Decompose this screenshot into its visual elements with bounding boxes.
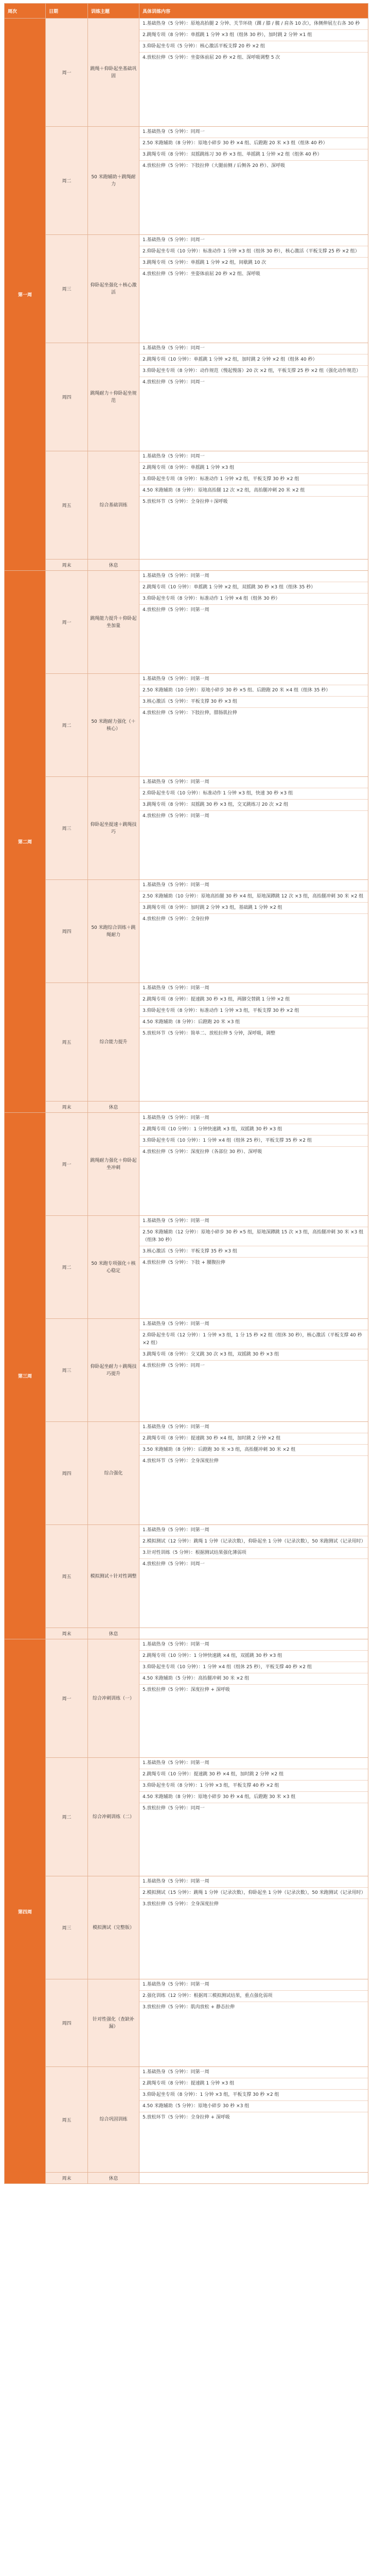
table-row [5,571,368,674]
training-content [139,1216,368,1319]
content-item: 3.仰卧起坐专项（5 分钟）：核心激活平板支撑 20 秒 ×2 组 [139,41,368,53]
day-label: 周三 [46,235,88,343]
content-item: 3.跳绳专项（5 分钟）：单摇跳 1 分钟 ×2 组，间歇跳 10 次 [139,258,368,269]
content-item: 2.仰卧起坐专项（10 分钟）：标准动作 1 分钟 ×3 组（组休 30 秒），核心激活（平板支撑 25 秒 ×2 组） [139,246,368,258]
content-item: 1.基础热身（5 分钟）：同周一 [139,343,368,354]
training-focus: 综合基础训练 [88,451,139,560]
content-item: 4.50 米跑辅助（8 分钟）：后蹬跑 20 米 ×3 组 [139,1017,368,1028]
week-label: 第一周 [5,19,46,571]
training-focus: 50 米跑辅助＋跳绳耐力 [88,127,139,235]
content-item: 1.基础热身（5 分钟）：同第一周 [139,2067,368,2078]
content-item: 3.仰卧起坐专项（8 分钟）：1 分钟 ×3 组，平板支撑 30 秒 ×2 组 [139,2090,368,2101]
rest-focus: 休息 [88,2173,139,2184]
day-label: 周四 [46,880,88,983]
content-item: 3.仰卧起坐专项（8 分钟）：标准动作 1 分钟 ×4 组（组休 30 秒） [139,594,368,605]
table-row [5,983,368,1101]
day-label: 周二 [46,1216,88,1319]
training-content [139,1979,368,2067]
table-row [5,127,368,235]
content-item: 4.50 米跑辅助（8 分钟）：原地高抬腿 12 次 ×2 组，高抬腿冲刺 20 米 ×2 组 [139,485,368,497]
day-label: 周五 [46,451,88,560]
day-label: 周一 [46,19,88,127]
content-item: 2.50 米跑辅助（12 分钟）：原地小碎步 30 秒 ×5 组，原地深蹲跳 15 次 ×3 组，高抬腿冲刺 30 米 ×3 组（组休 30 秒） [139,1227,368,1246]
content-item: 4.放松拉伸（5 分钟）：同周一 [143,1562,205,1567]
training-content [139,1758,368,1876]
content-item: 1.基础热身（5 分钟）：同第一周 [139,571,368,582]
training-content [139,880,368,983]
training-content [139,777,368,880]
content-item: 2.仰卧起坐专项（12 分钟）：1 分钟 ×3 组，1 分 15 秒 ×2 组（组休 30 秒），核心激活（平板支撑 40 秒 ×2 组） [139,1330,368,1349]
day-label: 周五 [46,1525,88,1628]
training-content [139,1422,368,1525]
content-item: 2.强化训练（12 分钟）：根据周三模拟测试结果，重点强化弱项 [139,1991,368,2002]
content-item: 4.放松拉伸（5 分钟）：下肢拉伸，腓肠肌拉伸 [143,710,237,716]
content-item: 1.基础热身（5 分钟）：原地高抬腿 2 分钟、关节环绕（踝 / 膝 / 髋 / 肩各 10 次），体侧伸展左右各 30 秒 [139,19,368,30]
training-content [139,1876,368,1979]
rest-content [139,1101,368,1113]
content-item: 2.跳绳专项（8 分钟）：提速跳 30 秒 ×3 组，两脚交替跳 1 分钟 ×2 组 [139,994,368,1006]
content-item: 3.核心激活（5 分钟）：平板支撑 30 秒 ×3 组 [139,697,368,708]
table-row [5,1319,368,1422]
content-item: 2.跳绳专项（8 分钟）：提速跳 30 秒 ×4 组，加时跳 2 分钟 ×2 组 [139,1433,368,1445]
content-item: 4.50 米跑辅助（5 分钟）：原地小碎步 30 秒 ×3 组 [139,2101,368,2112]
training-table [4,3,368,2184]
table-row [5,1525,368,1628]
content-item: 5.放松环节（5 分钟）：全身拉伸＋深呼吸 [143,499,228,504]
header-theme: 训练主题 [88,4,139,19]
content-item: 1.基础热身（5 分钟）：同第一周 [139,1639,368,1651]
training-focus: 50 米跑专项强化＋核心稳定 [88,1216,139,1319]
header-week: 周次 [5,4,46,19]
content-item: 4.放松拉伸（5 分钟）：同周一 [143,380,205,385]
training-content [139,1113,368,1216]
content-item: 3.仰卧起坐专项（8 分钟）：标准动作 1 分钟 ×2 组，平板支撑 30 秒 ×2 组 [139,474,368,485]
training-content [139,1319,368,1422]
training-content [139,674,368,777]
training-content [139,343,368,451]
rest-day-label: 周末 [46,2173,88,2184]
training-content [139,235,368,343]
content-item: 2.跳绳专项（8 分钟）：单摇跳 1 分钟 ×3 组（组休 30 秒），加时跳 2 分钟 ×1 组 [139,30,368,41]
table-row [5,235,368,343]
content-item: 4.放松拉伸（5 分钟）：深度拉伸（各部位 30 秒）、深呼吸 [143,1149,262,1155]
training-focus: 仰卧起坐强化＋核心激活 [88,235,139,343]
rest-row [5,560,368,571]
day-label: 周三 [46,1319,88,1422]
training-plan [4,3,368,2184]
table-row [5,2067,368,2173]
content-item: 5.放松环节（5 分钟）：简单二、放松拉伸 5 分钟，深呼吸，调整 [143,1031,276,1036]
training-content [139,571,368,674]
day-label: 周一 [46,1113,88,1216]
content-item: 3.放松拉伸（5 分钟）：全身深度拉伸 [143,1902,219,1907]
training-content [139,983,368,1101]
table-row [5,1113,368,1216]
training-focus: 模拟测试＋针对性调整 [88,1525,139,1628]
rest-row [5,1628,368,1639]
content-item: 1.基础热身（5 分钟）：同第一周 [139,1319,368,1330]
content-item: 3.跳绳专项（8 分钟）：交叉跳 30 次 ×3 组，双摇跳 30 秒 ×3 组 [139,1349,368,1361]
content-item: 1.基础热身（5 分钟）：同第一周 [139,1216,368,1227]
content-item: 4.放松拉伸（5 分钟）：同第一周 [143,607,209,613]
day-label: 周二 [46,674,88,777]
rest-day-label: 周末 [46,1101,88,1113]
content-item: 3.跳绳专项（8 分钟）：双摇跳练习 30 秒 ×3 组、单摇跳 1 分钟 ×2 组（组休 40 秒） [139,149,368,161]
rest-focus: 休息 [88,1628,139,1639]
rest-day-label: 周末 [46,1628,88,1639]
content-item: 4.放松拉伸（5 分钟）：同第一周 [143,814,209,819]
training-content [139,1525,368,1628]
training-focus: 综合巩固训练 [88,2067,139,2173]
training-focus: 针对性强化（查缺补漏） [88,1979,139,2067]
content-item: 5.放松拉伸（5 分钟）：同周一 [143,1806,205,1811]
rest-day-label: 周末 [46,560,88,571]
training-focus: 跳绳＋仰卧起坐基础巩固 [88,19,139,127]
content-item: 4.50 米跑辅助（8 分钟）：原地小碎步 30 秒 ×4 组，后蹬跑 30 米 ×3 组 [139,1792,368,1803]
header-date: 日期 [46,4,88,19]
content-item: 1.基础热身（5 分钟）：同第一周 [139,1113,368,1124]
content-item: 3.仰卧起坐专项（8 分钟）：标准动作 1 分钟 ×3 组，平板支撑 30 秒 ×2 组 [139,1006,368,1017]
content-item: 4.放松拉伸（5 分钟）：全身拉伸 [143,917,209,922]
content-item: 3.跳绳专项（8 分钟）：加时跳 2 分钟 ×3 组，基础跳 1 分钟 ×2 组 [139,903,368,914]
rest-focus: 休息 [88,560,139,571]
content-item: 3.仰卧起坐专项（8 分钟）：1 分钟 ×3 组，平板支撑 40 秒 ×2 组 [139,1781,368,1792]
training-content [139,1639,368,1758]
day-label: 周三 [46,777,88,880]
content-item: 2.50 米跑辅助（8 分钟）：原地小碎步 30 秒 ×4 组、后蹬跑 20 米 ×3 组（组休 40 秒） [139,138,368,149]
content-item: 1.基础热身（5 分钟）：同第一周 [139,777,368,788]
table-row [5,1216,368,1319]
content-item: 3.针对性训练（5 分钟）：根据测试结果强化薄弱项 [139,1548,368,1559]
content-item: 3.放松拉伸（5 分钟）：肌肉放松 + 静态拉伸 [143,2005,235,2010]
content-item: 4.放松环节（5 分钟）：全身深度拉伸 [143,1459,219,1464]
content-item: 4.放松拉伸（5 分钟）：坐姿体前屈 20 秒 ×2 组、深呼吸 [143,272,260,277]
table-row [5,674,368,777]
training-focus: 跳绳耐力＋仰卧起坐规范 [88,343,139,451]
content-item: 2.50 米跑辅助（10 分钟）：原地小碎步 30 秒 ×5 组、后蹬跑 20 米 ×4 组（组休 35 秒） [139,685,368,697]
content-item: 1.基础热身（5 分钟）：同周一 [139,451,368,463]
content-item: 3.50 米跑辅助（8 分钟）：后蹬跑 30 米 ×3 组，高抬腿冲刺 30 米 ×2 组 [139,1445,368,1456]
content-item: 2.50 米跑辅助（10 分钟）：原地高抬腿 30 秒 ×4 组，原地深蹲跳 12 次 ×3 组，高抬腿冲刺 30 米 ×2 组 [139,891,368,903]
table-row [5,343,368,451]
rest-content [139,560,368,571]
rest-row [5,1101,368,1113]
content-item: 4.50 米跑辅助（5 分钟）：高抬腿冲刺 30 米 ×2 组 [139,1673,368,1685]
training-focus: 跳绳耐力强化＋仰卧起坐冲刺 [88,1113,139,1216]
day-label: 周五 [46,2067,88,2173]
table-row [5,1876,368,1979]
content-item: 4.放松拉伸（5 分钟）：坐姿体前屈 20 秒 ×2 组、深呼吸调整 5 次 [143,55,280,60]
content-item: 2.跳绳专项（10 分钟）：1 分钟快速跳 ×3 组，双摇跳 30 秒 ×3 组 [139,1124,368,1136]
content-item: 1.基础热身（5 分钟）：同第一周 [139,983,368,994]
table-row [5,451,368,560]
content-item: 1.基础热身（5 分钟）：同第一周 [139,1758,368,1769]
content-item: 2.仰卧起坐专项（10 分钟）：标准动作 1 分钟 ×3 组，快速 30 秒 ×3 组 [139,788,368,800]
training-focus: 综合冲刺训练（二） [88,1758,139,1876]
table-header-row [5,4,368,19]
content-item: 1.基础热身（5 分钟）：同周一 [139,127,368,138]
training-content [139,451,368,560]
header-content: 具体训练内容 [139,4,368,19]
content-item: 2.跳绳专项（10 分钟）：1 分钟快速跳 ×4 组，双摇跳 30 秒 ×3 组 [139,1651,368,1662]
week-label: 第四周 [5,1639,46,2184]
content-item: 3.核心激活（5 分钟）：平板支撑 35 秒 ×3 组 [139,1246,368,1258]
content-item: 1.基础热身（5 分钟）：同第一周 [139,880,368,891]
day-label: 周一 [46,1639,88,1758]
table-row [5,1422,368,1525]
day-label: 周二 [46,127,88,235]
training-focus: 综合能力提升 [88,983,139,1101]
content-item: 2.模拟测试（12 分钟）：跳绳 1 分钟（记录次数），仰卧起坐 1 分钟（记录次数），50 米跑测试（记录用时） [139,1536,368,1548]
day-label: 周五 [46,983,88,1101]
content-item: 2.跳绳专项（8 分钟）：单摇跳 1 分钟 ×3 组 [139,463,368,474]
content-item: 3.仰卧起坐专项（10 分钟）：1 分钟 ×4 组（组休 25 秒），平板支撑 35 秒 ×2 组 [139,1136,368,1147]
table-row [5,1758,368,1876]
content-item: 1.基础热身（5 分钟）：同周一 [139,235,368,246]
day-label: 周一 [46,571,88,674]
content-item: 2.跳绳专项（10 分钟）：提速跳 30 秒 ×4 组，加时跳 2 分钟 ×2 组 [139,1769,368,1781]
day-label: 周四 [46,1979,88,2067]
training-focus: 综合冲刺训练（一） [88,1639,139,1758]
day-label: 周四 [46,343,88,451]
content-item: 4.放松拉伸（5 分钟）：同周一 [143,1363,205,1368]
content-item: 1.基础热身（5 分钟）：同第一周 [139,1525,368,1536]
training-content [139,19,368,127]
training-focus: 模拟测试（完整版） [88,1876,139,1979]
content-item: 2.跳绳专项（8 分钟）：提速跳 1 分钟 ×3 组 [139,2078,368,2090]
training-focus: 跳绳能力提升＋仰卧起坐加量 [88,571,139,674]
content-item: 3.仰卧起坐专项（8 分钟）：动作规范（慢起慢落）20 次 ×2 组，平板支撑 25 秒 ×2 组（强化动作规范） [139,366,368,377]
training-content [139,127,368,235]
content-item: 2.模拟测试（15 分钟）：跳绳 1 分钟（记录次数），仰卧起坐 1 分钟（记录次数），50 米跑测试（记录用时） [139,1888,368,1899]
content-item: 1.基础热身（5 分钟）：同第一周 [139,1422,368,1433]
table-row [5,1979,368,2067]
day-label: 周四 [46,1422,88,1525]
content-item: 4.放松拉伸（5 分钟）：下肢 + 腰腹拉伸 [143,1260,225,1265]
day-label: 周二 [46,1758,88,1876]
table-body [5,19,368,2184]
content-item: 5.放松拉伸（5 分钟）：深度拉伸 + 深呼吸 [143,1687,230,1692]
content-item: 1.基础热身（5 分钟）：同第一周 [139,1876,368,1888]
week-label: 第三周 [5,1113,46,1639]
training-focus: 50 米跑耐力强化（＋核心） [88,674,139,777]
content-item: 4.放松拉伸（5 分钟）：下肢拉伸（大腿前侧 / 后侧各 20 秒）、深呼吸 [143,163,286,168]
table-row [5,1639,368,1758]
content-item: 1.基础热身（5 分钟）：同第一周 [139,674,368,685]
table-row [5,19,368,127]
rest-content [139,2173,368,2184]
table-row [5,880,368,983]
rest-focus: 休息 [88,1101,139,1113]
training-content [139,2067,368,2173]
content-item: 5.放松环节（5 分钟）：全身拉伸 + 深呼吸 [143,2115,230,2120]
training-focus: 仰卧起坐耐力＋跳绳技巧提升 [88,1319,139,1422]
rest-row [5,2173,368,2184]
training-focus: 50 米跑综合训练＋跳绳耐力 [88,880,139,983]
day-label: 周三 [46,1876,88,1979]
content-item: 1.基础热身（5 分钟）：同第一周 [139,1979,368,1991]
training-focus: 综合强化 [88,1422,139,1525]
content-item: 2.跳绳专项（10 分钟）：单摇跳 1 分钟 ×2 组，加时跳 2 分钟 ×2 组（组休 40 秒） [139,354,368,366]
rest-content [139,1628,368,1639]
content-item: 3.跳绳专项（8 分钟）：双摇跳 30 秒 ×3 组，交叉跳练习 20 次 ×2 组 [139,800,368,811]
table-row [5,777,368,880]
content-item: 3.仰卧起坐专项（10 分钟）：1 分钟 ×4 组（组休 25 秒），平板支撑 40 秒 ×2 组 [139,1662,368,1673]
training-focus: 仰卧起坐提速＋跳绳技巧 [88,777,139,880]
week-label: 第二周 [5,571,46,1113]
content-item: 2.跳绳专项（10 分钟）：单摇跳 1 分钟 ×2 组，双摇跳 30 秒 ×3 组（组休 35 秒） [139,582,368,594]
